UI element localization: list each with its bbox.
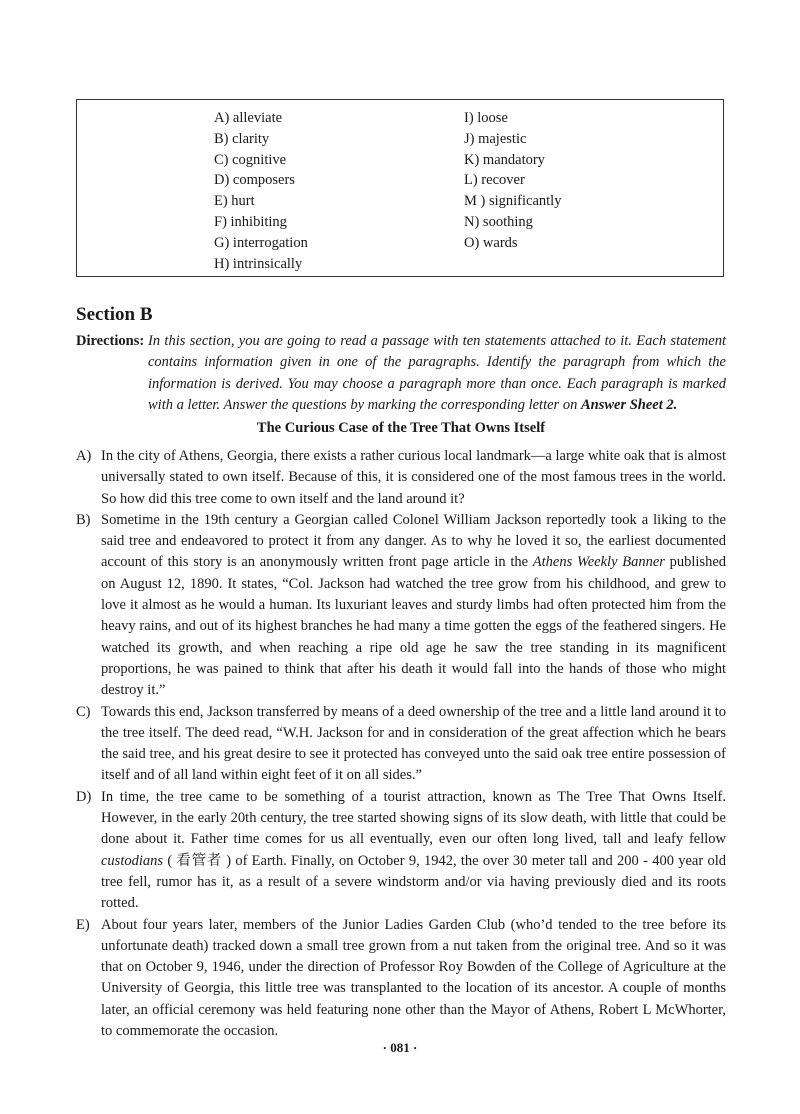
word-option: D) composers [214, 172, 295, 189]
answer-sheet-reference: Answer Sheet 2. [580, 397, 678, 414]
paragraph-label: A) [76, 448, 92, 464]
chinese-gloss: ( 看管者 ) [163, 852, 232, 869]
word-bank-left-column [214, 108, 308, 274]
word-option: K) mandatory [464, 151, 545, 168]
paragraph-label: E) [76, 916, 90, 933]
paragraph-text-part: Sometime in the 19th century a Georgian called Colonel William Jackson reportedly took a liking to the said tree and endeavored to protect it from any danger. As to why he loved it so, the earliest documented account of this story is an anonymously written front page article in the [101, 511, 726, 571]
paragraph-text: Towards this end, Jackson transferred by means of a deed ownership of the tree and a little land around it to the tree itself. The deed read, “W.H. Jackson for and in consideration of the great affection which he bears the said tree, and his great desire to see it protected has conveyed unto the said oak tree entire possession of itself and of all land within eight feet of it on all sides.” [101, 703, 726, 784]
word-option: G) interrogation [214, 234, 308, 251]
paragraph-text: About four years later, members of the Junior Ladies Garden Club (who’d tended to the tree before its unfortunate death) tracked down a small tree grown from a nut taken from the original tree. And so it was that on October 9, 1946, under the direction of Professor Roy Bowden of the College of Agriculture at the University of Georgia, this little tree was transplanted to the location of its ancestor. A couple of months later, an official ceremony was held featuring none other than the Mayor of Athens, Robert L McWhorter, to commemorate the occasion. [101, 916, 726, 1040]
word-option: O) wards [464, 234, 518, 251]
vocabulary-term: custodians [101, 852, 164, 869]
paragraph-e [76, 915, 726, 1043]
word-option: L) recover [464, 172, 525, 189]
directions-label: Directions: [76, 333, 145, 349]
passage-body [76, 446, 726, 1042]
directions [76, 331, 726, 417]
paragraph-b [76, 510, 726, 702]
directions-text [148, 331, 726, 417]
word-option: E) hurt [214, 193, 255, 210]
paragraph-label: C) [76, 703, 91, 720]
paragraph-text-part: of Earth. Finally, on October 9, 1942, the over 30 meter tall and 200 - 400 year old tree fell, rumor has it, as a result of a severe windstorm and/or via having previously died and its roots rotted. [101, 852, 726, 912]
publication-title: Athens Weekly Banner [532, 554, 665, 571]
directions-body: In this section, you are going to read a passage with ten statements attached to it. Each statement contains information given in one of the paragraphs. Identify the paragraph from which the information is derived. You may choose a paragraph more than once. Each paragraph is marked with a letter. Answer the questions by marking the corresponding letter on [148, 333, 726, 414]
word-option: A) alleviate [214, 110, 283, 126]
word-option: B) clarity [214, 130, 270, 147]
word-option: I) loose [464, 110, 508, 126]
paragraph-text [101, 512, 726, 698]
section-title: Section B [76, 304, 153, 325]
paragraph-d [76, 787, 726, 915]
word-bank-right-column [464, 108, 561, 254]
word-option: M ) significantly [464, 193, 562, 210]
paragraph-text-part: In time, the tree came to be something of a tourist attraction, known as The Tree That Owns Itself. However, in the early 20th century, the tree started showing signs of its slow death, with little that could be done about it. Father time comes for us all eventually, even our often long lived, tall and leafy fellow [101, 788, 726, 848]
word-bank-box [76, 99, 724, 277]
paragraph-label: B) [76, 511, 91, 528]
page-number: · 081 · [382, 1040, 418, 1055]
word-option: N) soothing [464, 213, 533, 230]
passage-title: The Curious Case of the Tree That Owns Itself [256, 420, 546, 436]
paragraph-text [101, 789, 726, 911]
paragraph-label: D) [76, 788, 92, 805]
paragraph-text: In the city of Athens, Georgia, there exists a rather curious local landmark—a large white oak that is almost universally stated to own itself. Because of this, it is considered one of the most famous trees in the world. So how did this tree come to own itself and the land around it? [101, 448, 726, 507]
paragraph-c [76, 702, 726, 787]
paragraph-text-part: published on August 12, 1890. It states, “Col. Jackson had watched the tree grow from his childhood, and grew to love it almost as he would a human. Its luxuriant leaves and sturdy limbs had often protected him from the heavy rains, and out of its highest branches he had many a time gotten the eggs of the feathered singers. He watched its growth, and when reaching a ripe old age he saw the tree standing in its magnificent proportions, he was pained to think that after his death it would fall into the hands of those who might destroy it.” [101, 554, 727, 699]
word-option: F) inhibiting [214, 213, 287, 230]
word-option: C) cognitive [214, 151, 287, 168]
word-option: H) intrinsically [214, 255, 303, 272]
paragraph-a [76, 446, 726, 510]
word-option: J) majestic [464, 130, 527, 147]
